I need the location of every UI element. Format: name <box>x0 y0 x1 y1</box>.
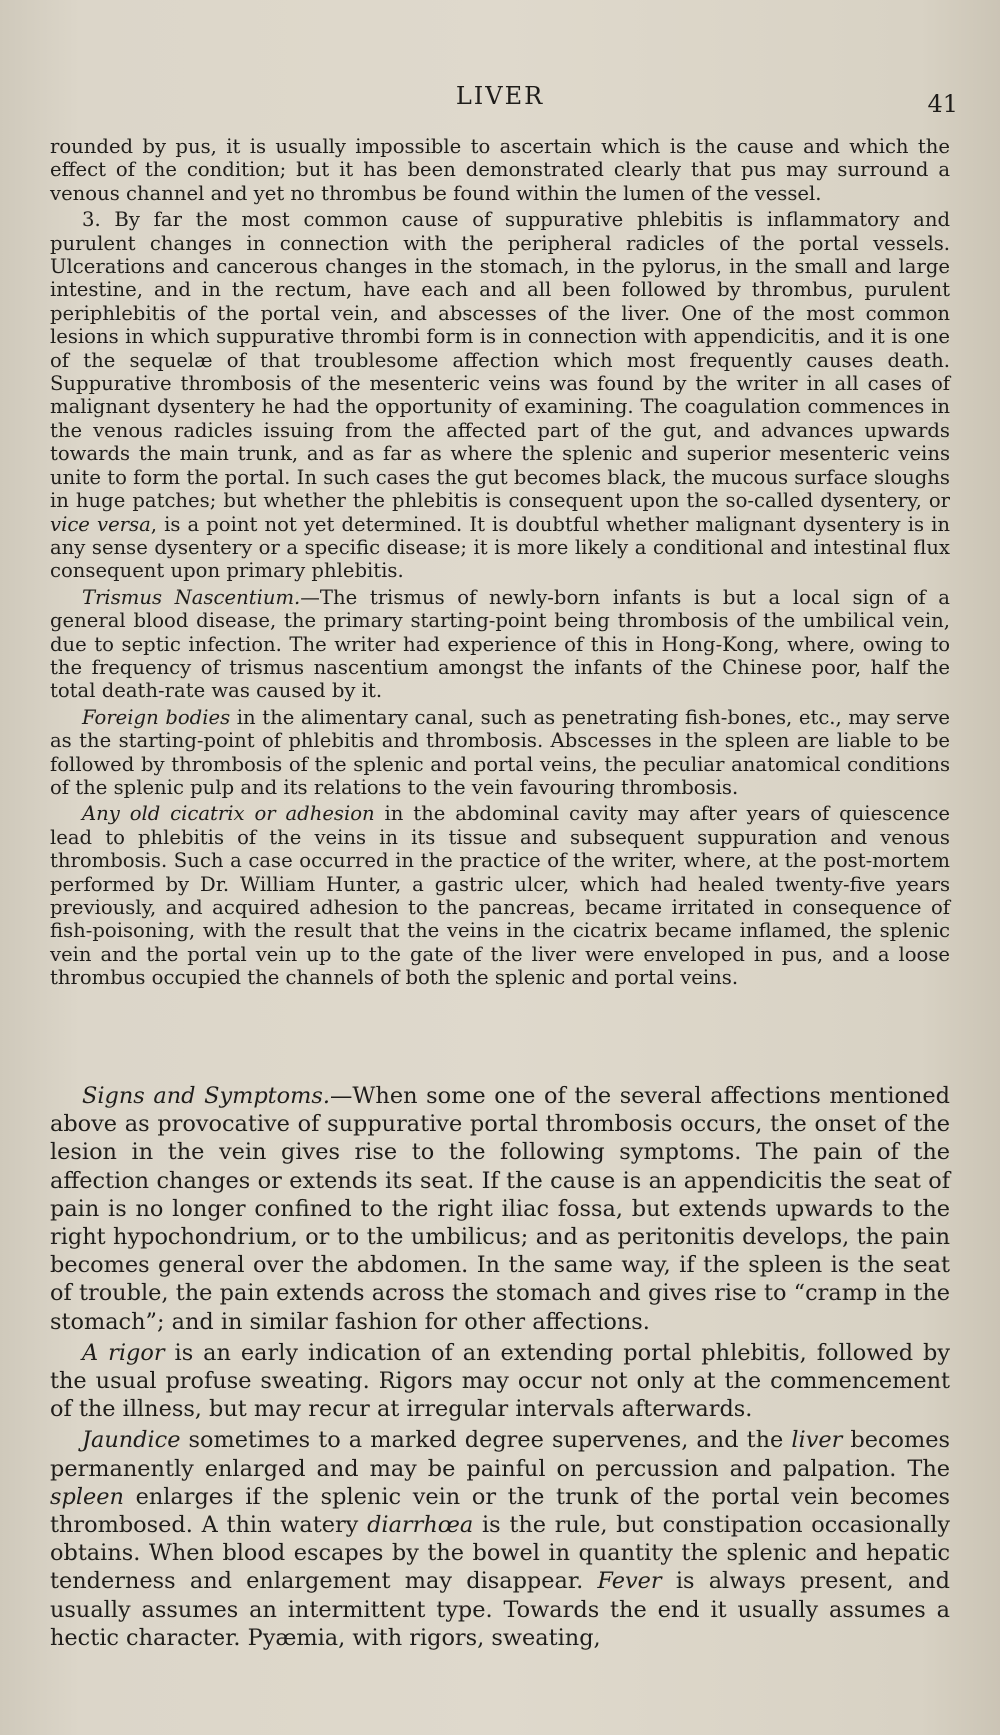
paragraph-trismus: Trismus Nascentium.—The trismus of newly-born infants is but a local sign of a general blood disease, the primary starting-point being thrombosis of the umbilical vein, due to septic infection. The writer had experience of this in Hong-Kong, where, owing to the frequency of trismus nascentium amongst the infants of the Chinese poor, half the total death-rate was caused by it. <box>50 585 950 703</box>
paragraph-foreign-bodies: Foreign bodies in the alimentary canal, such as penetrating fish-bones, etc., may serve as the starting-point of phlebitis and thrombosis. Abscesses in the spleen are liable to be followed by thrombosis of the splenic and portal veins, the peculiar anatomical conditions of the splenic pulp and its relations to the vein favouring thrombosis. <box>50 705 950 799</box>
paragraph-jaundice: Jaundice sometimes to a marked degree supervenes, and the liver becomes permanently enlarged and may be painful on percussion and palpation. The spleen enlarges if the splenic vein or the trunk of the portal vein becomes thrombosed. A thin watery diarrhœa is the rule, but constipation occasionally obtains. When blood escapes by the bowel in quantity the splenic and hepatic tenderness and enlargement may disappear. Fever is always present, and usually assumes an intermittent type. Towards the end it usually assumes a hectic character. Pyæmia, with rigors, sweating, <box>50 1427 951 1651</box>
paragraph-rigor: A rigor is an early indication of an extending portal phlebitis, followed by the usual profuse sweating. Rigors may occur not only at the commencement of the illness, but may recur at irregular intervals afterwards. <box>50 1339 951 1423</box>
page-header <box>0 82 1000 118</box>
page-number: 41 <box>927 90 958 118</box>
paragraph-continuation: rounded by pus, it is usually impossible to ascertain which is the cause and which the effect of the condition; but it has been demonstrated clearly that pus may surround a venous channel and yet no thrombus be found within the lumen of the vessel. <box>50 135 950 205</box>
running-head: LIVER <box>455 82 545 110</box>
paragraph-cause-3: 3. By far the most common cause of suppurative phlebitis is inflammatory and purulent changes in connection with the peripheral radicles of the portal vessels. Ulcerations and cancerous changes in the stomach, in the pylorus, in the small and large intestine, and in the rectum, have each and all been followed by thrombus, purulent periphlebitis of the portal vein, and abscesses of the liver. One of the most common lesions in which suppurative thrombi form is in connection with appendicitis, and it is one of the sequelæ of that troublesome affection which most frequently causes death. Suppurative thrombosis of the mesenteric veins was found by the writer in all cases of malignant dysentery he had the opportunity of examining. The coagulation commences in the venous radicles issuing from the affected part of the gut, and advances upwards towards the main trunk, and as far as where the splenic and superior mesenteric veins unite to form the portal. In such cases the gut becomes black, the mucous surface sloughs in huge patches; but whether the phlebitis is consequent upon the so-called dysentery, or vice versa, is a point not yet determined. It is doubtful whether malignant dysentery is in any sense dysentery or a specific disease; it is more likely a conditional and intestinal flux consequent upon primary phlebitis. <box>50 208 950 583</box>
paragraph-signs-symptoms: Signs and Symptoms.—When some one of the several affections mentioned above as provocative of suppurative portal thrombosis occurs, the onset of the lesion in the vein gives rise to the following symptoms. The pain of the affection changes or extends its seat. If the cause is an appendicitis the seat of pain is no longer confined to the right iliac fossa, but extends upwards to the right hypochondrium, or to the umbilicus; and as peritonitis develops, the pain becomes general over the abdomen. In the same way, if the spleen is the seat of trouble, the pain extends across the stomach and gives rise to “cramp in the stomach”; and in similar fashion for other affections. <box>50 1083 951 1335</box>
paragraph-cicatrix: Any old cicatrix or adhesion in the abdominal cavity may after years of quiescence lead to phlebitis of the veins in its tissue and subsequent suppuration and venous thrombosis. Such a case occurred in the practice of the writer, where, at the post-mortem performed by Dr. William Hunter, a gastric ulcer, which had healed twenty-five years previously, and acquired adhesion to the pancreas, became irritated in consequence of fish-poisoning, with the result that the veins in the cicatrix became inflamed, the splenic vein and the portal vein up to the gate of the liver were enveloped in pus, and a loose thrombus occupied the channels of both the splenic and portal veins. <box>50 802 950 990</box>
small-print-section <box>50 135 950 990</box>
main-print-section <box>50 1082 950 1652</box>
